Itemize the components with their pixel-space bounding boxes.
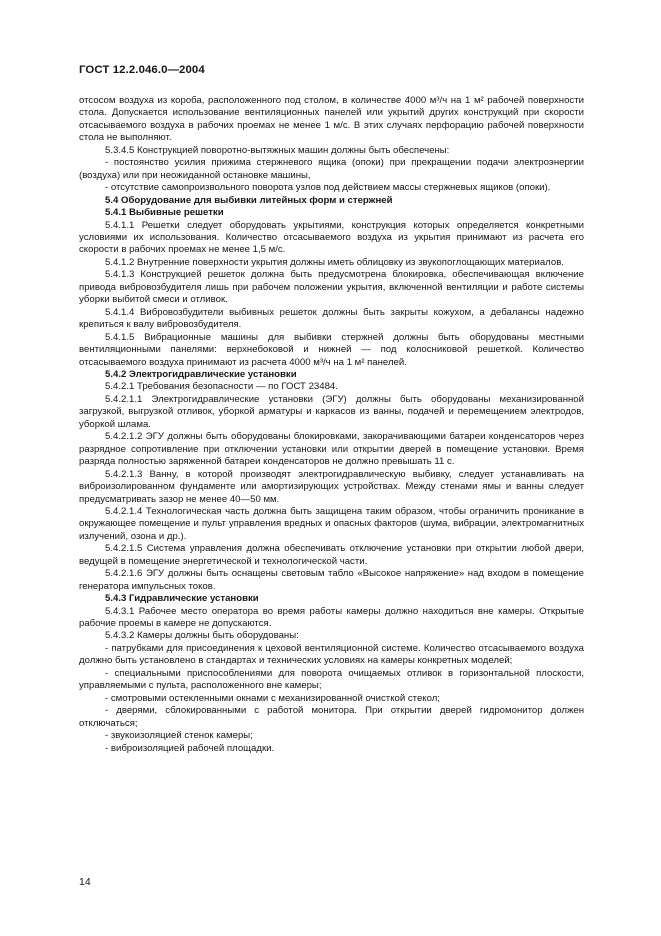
paragraph: 5.4.2.1.5 Система управления должна обеспечивать отключение установки при открытии любой двери, ведущей в помещение энергетической и технологической части. xyxy=(79,543,584,567)
paragraph: 5.4.1.4 Вибровозбудители выбивных решеток должны быть закрыты кожухом, а дебалансы надежно крепиться к валу вибровозбудителя. xyxy=(79,306,584,331)
paragraph: 5.4.1.1 Решетки следует оборудовать укрытиями, конструкция которых определяется конкретными условиями их использования. Количество отсасываемого воздуха из укрытия принимают из расчета его скорости в рабочих проемах не менее 1,5 м/с. xyxy=(79,219,584,256)
paragraph: 5.4.2.1.1 Электрогидравлические установки (ЭГУ) должны быть оборудованы механизированной загрузкой, выгрузкой отливок, уборкой арматуры и каркасов из ванны, подачей и перемещением электродов, уборкой шлама. xyxy=(79,393,584,430)
paragraph: - специальными приспособлениями для поворота очищаемых отливок в горизонтальной плоскости, управляемыми с пульта, расположенного вне камеры; xyxy=(79,667,584,692)
paragraph: 5.4.1.3 Конструкцией решеток должна быть предусмотрена блокировка, обеспечивающая включение привода вибровозбудителя лишь при рабочем положении укрытия, включенной вентиляции и работе системы уборки выбитой смеси и отливок. xyxy=(79,269,584,306)
document-header: ГОСТ 12.2.046.0—2004 xyxy=(79,64,205,76)
section-heading: 5.4.1 Выбивные решетки xyxy=(105,207,224,219)
paragraph: отсосом воздуха из короба, расположенного под столом, в количестве 4000 м³/ч на 1 м² рабочей поверхности стола. Допускается использование вентиляционных панелей или укрытий других конструкций при скорости отсасываемого воздуха в рабочих проемах не менее 1 м/с. В этих случаях перфорацию рабочей поверхности стола не выполняют. xyxy=(79,95,584,144)
section-heading: 5.4 Оборудование для выбивки литейных форм и стержней xyxy=(105,194,393,206)
paragraph: 5.4.3.1 Рабочее место оператора во время работы камеры должно находиться вне камеры. Открытые рабочие проемы в камере не допускаются. xyxy=(79,605,584,630)
paragraph: 5.4.2.1 Требования безопасности — по ГОСТ 23484. xyxy=(105,381,338,393)
paragraph: 5.4.2.1.6 ЭГУ должны быть оснащены световым табло «Высокое напряжение» над входом в помещение генератора импульсных токов. xyxy=(79,568,584,592)
paragraph: 5.4.1.5 Вибрационные машины для выбивки стержней должны быть оборудованы местными вентиляционными панелями: верхнебоковой и нижней — под колосниковой решеткой. Количество отсасываемого воздуха принимают из расчета 4000 м³/ч на 1 м² панелей. xyxy=(79,331,584,368)
paragraph: - смотровыми остекленными окнами с механизированной очисткой стекол; xyxy=(105,692,440,704)
paragraph: 5.4.2.1.3 Ванну, в которой производят электрогидравлическую выбивку, следует устанавливать на виброизолированном фундаменте или амортизирующих устройствах. Между стенами ямы и ванны следует предусматривать зазор не менее 40—50 мм. xyxy=(79,468,584,505)
paragraph: 5.3.4.5 Конструкцией поворотно-вытяжных машин должны быть обеспечены: xyxy=(105,144,450,156)
section-heading: 5.4.3 Гидравлические установки xyxy=(105,593,259,605)
section-heading: 5.4.2 Электрогидравлические установки xyxy=(105,368,297,380)
paragraph: 5.4.1.2 Внутренние поверхности укрытия должны иметь облицовку из звукопоглощающих материалов. xyxy=(105,256,564,268)
paragraph: - дверями, сблокированными с работой монитора. При открытии дверей гидромонитор должен отключаться; xyxy=(79,705,584,729)
paragraph: 5.4.2.1.4 Технологическая часть должна быть защищена таким образом, чтобы ограничить проникание в окружающее помещение и пульт управления вредных и опасных факторов (шума, вибрации, электромагнитных излучений, озона и др.). xyxy=(79,505,584,542)
paragraph: - отсутствие самопроизвольного поворота узлов под действием массы стержневых ящиков (опоки). xyxy=(105,182,551,194)
paragraph: 5.4.2.1.2 ЭГУ должны быть оборудованы блокировками, закорачивающими батареи конденсаторов через разрядное сопротивление при отключении установки или открытии дверей в помещение установки. Время разряда полностью заряженной батареи конденсаторов не должно превышать 11 с. xyxy=(79,431,584,468)
document-body xyxy=(79,95,584,755)
paragraph: 5.4.3.2 Камеры должны быть оборудованы: xyxy=(105,630,299,642)
paragraph: - патрубками для присоединения к цеховой вентиляционной системе. Количество отсасываемого воздуха должно быть установлено в стандартах и технических условиях на камеры конкретных моделей; xyxy=(79,642,584,667)
paragraph: - постоянство усилия прижима стержневого ящика (опоки) при прекращении подачи электроэнергии (воздуха) или при неожиданной остановке машины, xyxy=(79,157,584,181)
paragraph: - виброизоляцией рабочей площадки. xyxy=(105,742,275,754)
page-number: 14 xyxy=(79,876,91,888)
paragraph: - звукоизоляцией стенок камеры; xyxy=(105,730,253,742)
